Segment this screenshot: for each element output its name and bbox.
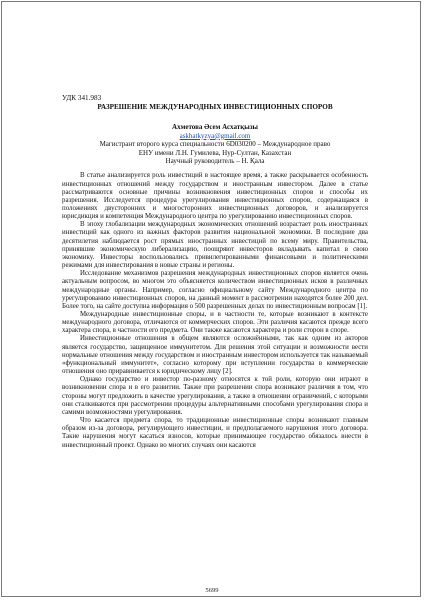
- paragraph-body: Исследование механизмов разрешения международных инвестиционных споров является очень актуальным вопросом, во многом это объясняется количеством инвестиционных исков в различных международные органы. Например, согласно официальному сайту Международного центра по урегулированию инвестиционных споров, на данный момент в рассмотрении находятся более 200 дел. Более того, на сайте доступна информация о 500 разрешенных делах по инвестиционным вопросам [1].: [62, 270, 368, 310]
- paragraph-body: Что касается предмета спора, то традиционные инвестиционные споры возникают главным образом из-за договора, регулирующего инвестиции, и предполагаемого нарушения этого договора. Такие нарушения могут касаться взносов, которые принимающее государство обязалось внести в инвестиционный проект. Однако во многих случаях они касаются: [62, 417, 368, 449]
- document-page: [62, 94, 368, 450]
- author-affiliation: ЕНУ имени Л.Н. Гумилева, Нур-Султан, Казахстан: [138, 148, 292, 157]
- paragraph-body: Однако государство и инвестор по-разному относятся к той роли, которую они играют в возникновении спора и в его развитии. Также при разрешении спора возникают различия в том, что стороны могут предложить в качестве урегулирования, а также в отношении ограничений, с которыми они сталкиваются при рассмотрении процедуры альтернативными способами урегулирования спора и самими возможностями урегулирования.: [62, 376, 368, 416]
- paragraph-body: Инвестиционные отношения в общем являются осложнёнными, так как одним из акторов является государство, защищенное иммунитетом. Для решения этой ситуации и возможности вести нормальные отношения между государством и иностранным инвестором используется так называемый «функциональный иммунитет», согласно которому при вступлении государства в коммерческие отношения оно приравнивается к юридическому лицу [2].: [62, 335, 368, 376]
- paragraph-body: В эпоху глобализации международных экономических отношений возрастает роль иностранных инвестиций как одного из важных факторов развития национальной экономики. В последние два десятилетия наблюдается рост прямых иностранных инвестиций по всему миру. Правительства, принявшие экономическую либерализацию, поощряют инвесторов вкладывать капитал в свою экономику. Инвесторы воспользовались привилегированными финансовыми и политическими режимами для инвестирования в новые страны и регионы.: [62, 221, 368, 270]
- author-position: Магистрант второго курса специальности 6D030200 – Международное право: [99, 140, 331, 149]
- udc-code: УДК 341.983: [62, 94, 102, 102]
- author-name: Ахметова Әсем Асхатқызы: [172, 123, 258, 132]
- author-supervisor: Научный руководитель – Н. Қала: [165, 156, 265, 165]
- author-email-link[interactable]: askhatkyzya@gmail.com: [179, 131, 251, 140]
- author-block: [62, 123, 368, 165]
- article-title: РАЗРЕШЕНИЕ МЕЖДУНАРОДНЫХ ИНВЕСТИЦИОННЫХ СПОРОВ: [97, 103, 333, 112]
- paragraph-abstract: В статье анализируется роль инвестиций в настоящее время, а также раскрывается особенность инвестиционных отношений между государством и иностранным инвестором. Далее в статье рассматриваются основные причины возникновения инвестиционных споров и способы их разрешения. Исследуется процедура урегулирования инвестиционных споров, содержащаяся в положениях двусторонних и многосторонних инвестиционных договоров, и анализируется юрисдикция и компетенция Международного центра по урегулированию инвестиционных споров.: [62, 172, 368, 221]
- paragraph-body: Международные инвестиционные споры, и в частности те, которые возникают в контексте международного договора, отличаются от коммерческих споров. Эти различия касаются прежде всего характера спора, в частности его предмета. Они также касаются характера и роли сторон в споре.: [62, 311, 368, 335]
- page-number: 5699: [205, 587, 219, 594]
